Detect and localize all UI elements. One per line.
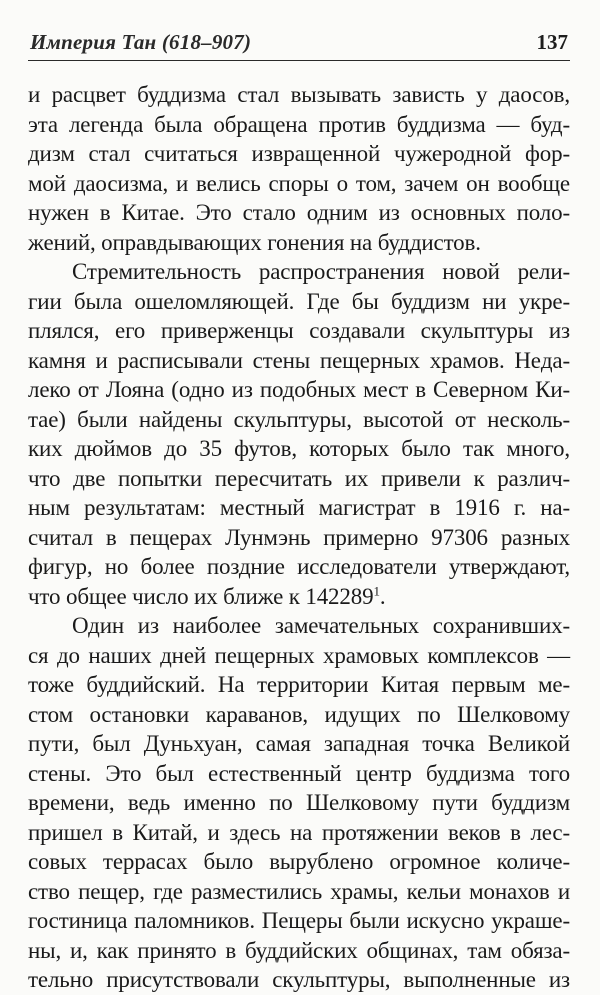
footnote-marker: 1: [373, 582, 380, 598]
text-line: что две попытки пересчитать их привели к различ-: [28, 465, 570, 491]
text-line: Один из наиболее замечательных сохранивших-: [72, 613, 570, 638]
header-rule: [28, 60, 570, 61]
text-line: стены. Это был естественный центр буддизма того: [28, 760, 570, 786]
text-line: ство пещер, где разместились храмы, кельи монахов и: [28, 878, 570, 904]
running-title: Империя Тан (618–907): [30, 30, 252, 54]
text-line: тельно присутствовали скульптуры, выполненные из: [28, 967, 570, 992]
text-line: гии была ошеломляющей. Где бы буддизм ни укре-: [28, 288, 570, 314]
body-text: [28, 80, 570, 995]
text-line: что общее число их ближе к 142289: [28, 583, 374, 609]
text-line: тоже буддийский. На территории Китая первым ме-: [28, 672, 570, 697]
text-line: леко от Лояна (одно из подобных мест в Северном Ки-: [28, 377, 570, 402]
text-line: плялся, его приверженцы создавали скульптуры из: [28, 318, 570, 343]
text-line: пришел в Китай, и здесь на протяжении веков в лес-: [28, 819, 570, 845]
text-line: тае) были найдены скульптуры, высотой от несколь-: [28, 406, 570, 432]
text-line: дизм стал считаться извращенной чужеродной фор-: [28, 141, 570, 166]
text-line: ких дюймов до 35 футов, которых было так много,: [28, 436, 570, 461]
running-head: [30, 30, 568, 56]
text-line: мой даосизма, и велись споры о том, зачем он вообще: [28, 170, 570, 196]
text-line: ны, и, как принято в буддийских общинах, там обяза-: [28, 937, 570, 963]
text-line: ным результатам: местный магистрат в 1916 г. на-: [28, 495, 570, 520]
text-line: камня и расписывали стены пещерных храмов. Нeда-: [28, 347, 570, 373]
text-line: стом остановки караванов, идущих по Шелковому: [28, 701, 570, 727]
text-line: гостиница паломников. Пещеры были искусно украше-: [28, 908, 570, 933]
text-line: времени, ведь именно по Шелковому пути буддизм: [28, 790, 570, 815]
text-line: и расцвет буддизма стал вызывать зависть у даосов,: [28, 82, 570, 107]
paragraph-2: [28, 257, 570, 611]
text-line: фигур, но более поздние исследователи утверждают,: [28, 554, 570, 579]
text-line: совых террасах было вырублено огромное количе-: [28, 849, 570, 874]
page-number: 137: [536, 30, 568, 54]
text-line: эта легенда была обращена против буддизма — буд-: [28, 111, 570, 137]
text-line: считал в пещерах Лунмэнь примерно 97306 разных: [28, 524, 570, 550]
text-line: пути, был Дуньхуан, самая западная точка Великой: [28, 731, 570, 756]
paragraph-1: [28, 80, 570, 257]
text-line: Стремительность распространения новой рели-: [72, 259, 570, 284]
text-line: ся до наших дней пещерных храмовых комплексов —: [28, 642, 570, 668]
text-line: нужен в Китае. Это стало одним из основных поло-: [28, 200, 570, 225]
paragraph-3: [28, 611, 570, 995]
text-line: жений, оправдывающих гонения на буддистов.: [28, 229, 481, 255]
text-line-with-footnote: что общее число их ближе к 142289$^1$.: [28, 582, 386, 609]
